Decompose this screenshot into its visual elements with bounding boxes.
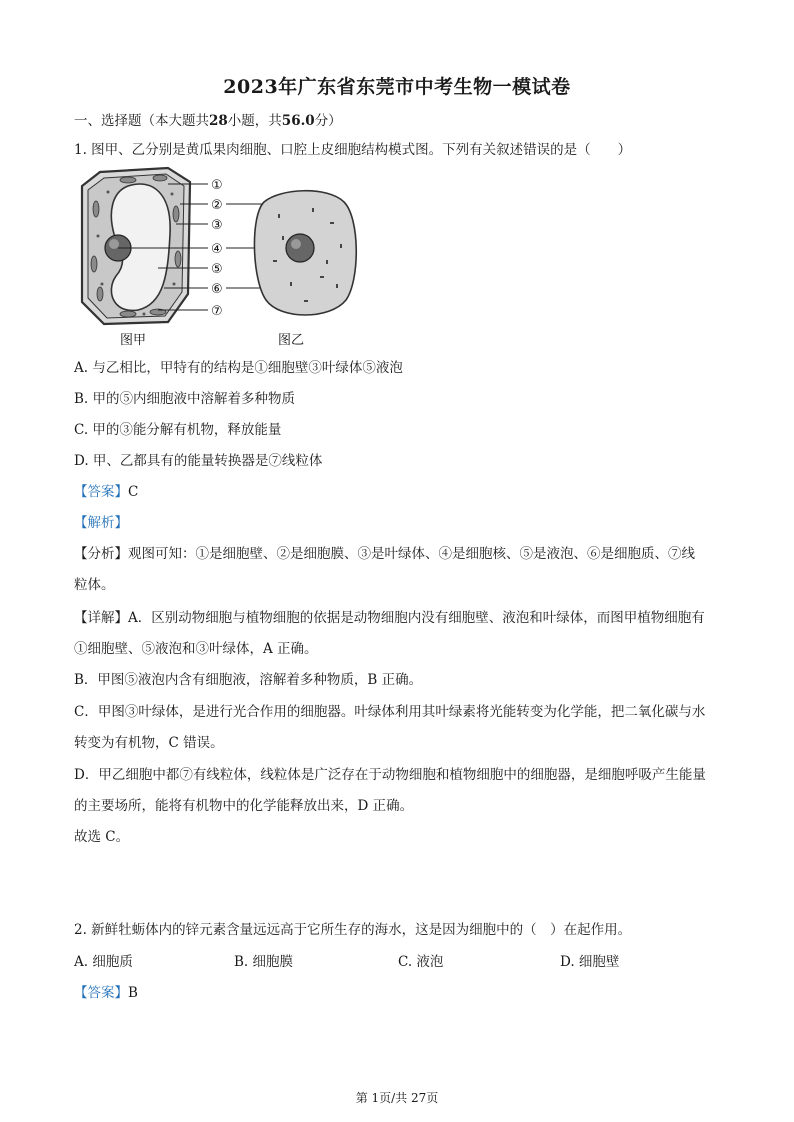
q1-option-a: A. 与乙相比，甲特有的结构是①细胞壁③叶绿体⑤液泡 xyxy=(74,360,403,376)
analysis-line: 的主要场所，能将有机物中的化学能释放出来，D 正确。 xyxy=(74,798,414,814)
label-3: ③ xyxy=(211,218,223,233)
question-2-stem: 2. 新鲜牡蛎体内的锌元素含量远远高于它所生存的海水，这是因为细胞中的（ ）在起作用。 xyxy=(74,922,632,938)
cell-structure-figure xyxy=(68,164,368,350)
analysis-line: 【分析】观图可知：①是细胞壁、②是细胞膜、③是叶绿体、④是细胞核、⑤是液泡、⑥是细胞质、⑦线 xyxy=(74,546,695,562)
label-2: ② xyxy=(211,198,223,213)
analysis-line: 粒体。 xyxy=(74,577,115,593)
page-footer: 第 1页/共 27页 xyxy=(355,1091,439,1105)
q1-option-b: B. 甲的⑤内细胞液中溶解着多种物质 xyxy=(74,391,296,407)
q2-option-a: A. 细胞质 xyxy=(74,954,133,970)
answer-tag: 【答案】 xyxy=(74,985,128,1001)
answer-value: B xyxy=(128,985,138,1001)
q2-option-b: B. 细胞膜 xyxy=(234,954,294,970)
q1-option-d: D. 甲、乙都具有的能量转换器是⑦线粒体 xyxy=(74,453,323,469)
analysis-line: 故选 C。 xyxy=(74,829,130,845)
q1-analysis-tag: 【解析】 xyxy=(74,515,128,531)
label-5: ⑤ xyxy=(211,262,223,277)
label-6: ⑥ xyxy=(211,282,223,297)
q2-answer xyxy=(74,983,138,1003)
q1-option-c: C. 甲的③能分解有机物，释放能量 xyxy=(74,422,282,438)
analysis-line: 【详解】A．区别动物细胞与植物细胞的依据是动物细胞内没有细胞壁、液泡和叶绿体，而图甲植物细胞有 xyxy=(74,610,705,626)
analysis-line: ①细胞壁、⑤液泡和③叶绿体，A 正确。 xyxy=(74,641,318,657)
animal-nucleus xyxy=(286,234,314,262)
question-1-stem: 1. 图甲、乙分别是黄瓜果肉细胞、口腔上皮细胞结构模式图。下列有关叙述错误的是（ ） xyxy=(74,142,632,158)
circled-labels xyxy=(211,178,223,319)
analysis-line: D．甲乙细胞中都⑦有线粒体，线粒体是广泛存在于动物细胞和植物细胞中的细胞器，是细胞呼吸产生能量 xyxy=(74,767,706,783)
analysis-line: C．甲图③叶绿体，是进行光合作用的细胞器。叶绿体利用其叶绿素将光能转变为化学能，把二氧化碳与水 xyxy=(74,704,706,720)
answer-value: C xyxy=(128,484,139,500)
analysis-line: 转变为有机物，C 错误。 xyxy=(74,735,224,751)
q1-answer xyxy=(74,482,138,502)
cell-diagram xyxy=(68,164,368,350)
label-4: ④ xyxy=(211,242,223,257)
caption-figure-b: 图乙 xyxy=(278,333,305,348)
caption-figure-a: 图甲 xyxy=(120,333,147,348)
page-title: 2023年广东省东莞市中考生物一模试卷 xyxy=(223,76,571,98)
q2-option-d: D. 细胞壁 xyxy=(560,954,620,970)
section-header: 一、选择题（本大题共28小题，共56.0分） xyxy=(74,113,342,129)
label-7: ⑦ xyxy=(211,304,223,319)
label-1: ① xyxy=(211,178,223,193)
analysis-line: B．甲图⑤液泡内含有细胞液，溶解着多种物质，B 正确。 xyxy=(74,672,423,688)
q2-option-c: C. 液泡 xyxy=(398,954,444,970)
answer-tag: 【答案】 xyxy=(74,484,128,500)
